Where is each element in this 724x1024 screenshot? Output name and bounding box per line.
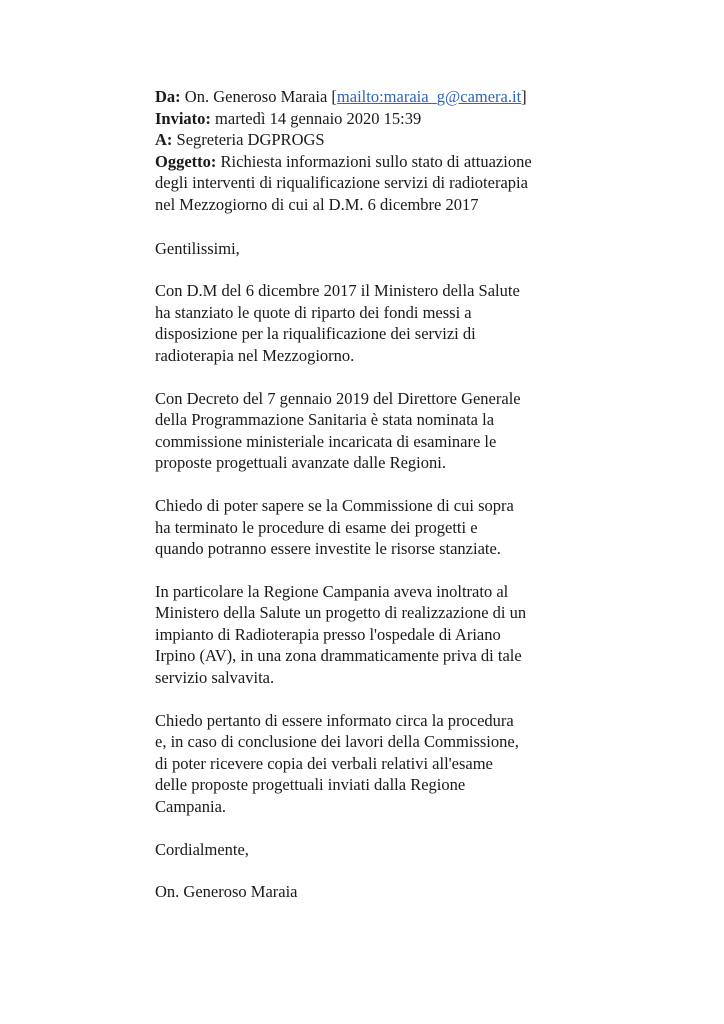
paragraph-5 xyxy=(155,710,555,818)
from-label: Da: xyxy=(155,87,181,106)
paragraph-line: della Programmazione Sanitaria è stata nominata la xyxy=(155,410,495,430)
subject-text-line-2: degli interventi di riqualificazione servizi di radioterapia xyxy=(155,173,528,193)
paragraph-line: In particolare la Regione Campania aveva inoltrato al xyxy=(155,581,509,601)
email-header xyxy=(155,86,555,216)
paragraph-line: Chiedo pertanto di essere informato circa la procedura xyxy=(155,710,514,730)
paragraph-line: Con Decreto del 7 gennaio 2019 del Direttore Generale xyxy=(155,388,521,408)
paragraph-line: servizio salvavita. xyxy=(155,668,275,688)
sent-label: Inviato: xyxy=(155,108,211,128)
email-letter xyxy=(155,86,555,903)
subject-text-line-3: nel Mezzogiorno di cui al D.M. 6 dicembre 2017 xyxy=(155,194,479,214)
paragraph-1 xyxy=(155,280,555,366)
paragraph-line: ha terminato le procedure di esame dei progetti e xyxy=(155,517,478,537)
paragraph-line: ha stanziato le quote di riparto dei fondi messi a xyxy=(155,302,472,322)
paragraph-line: Con D.M del 6 dicembre 2017 il Ministero della Salute xyxy=(155,281,520,301)
to-line xyxy=(155,129,555,151)
from-line xyxy=(155,86,555,108)
paragraph-line: disposizione per la riqualificazione dei servizi di xyxy=(155,324,476,344)
paragraph-line: di poter ricevere copia dei verbali relativi all'esame xyxy=(155,753,493,773)
subject-line xyxy=(155,151,555,173)
paragraph-line: Irpino (AV), in una zona drammaticamente priva di tale xyxy=(155,646,522,666)
closing: Cordialmente, xyxy=(155,839,249,859)
paragraph-line: radioterapia nel Mezzogiorno. xyxy=(155,345,355,365)
recipient: Segreteria DGPROGS xyxy=(176,130,325,150)
paragraph-3 xyxy=(155,495,555,560)
paragraph-line: Ministero della Salute un progetto di realizzazione di un xyxy=(155,603,527,623)
sent-date: martedì 14 gennaio 2020 15:39 xyxy=(215,108,422,128)
paragraph-2 xyxy=(155,388,555,474)
subject-text-line-1: Richiesta informazioni sullo stato di attuazione xyxy=(220,151,532,171)
sender-email-link[interactable]: mailto:maraia_g@camera.it xyxy=(336,87,522,106)
greeting: Gentilissimi, xyxy=(155,238,240,258)
subject-label: Oggetto: xyxy=(155,151,217,171)
paragraph-line: e, in caso di conclusione dei lavori della Commissione, xyxy=(155,732,519,752)
paragraph-line: quando potranno essere investite le risorse stanziate. xyxy=(155,539,501,559)
to-label: A: xyxy=(155,130,173,150)
paragraph-line: proposte progettuali avanzate dalle Regioni. xyxy=(155,453,446,473)
bracket-close: ] xyxy=(521,87,527,106)
sent-line xyxy=(155,108,555,130)
paragraph-line: delle proposte progettuali inviati dalla Regione xyxy=(155,775,466,795)
paragraph-line: Chiedo di poter sapere se la Commissione di cui sopra xyxy=(155,495,514,515)
paragraph-line: impianto di Radioterapia presso l'ospedale di Ariano xyxy=(155,624,501,644)
paragraph-line: Campania. xyxy=(155,797,227,817)
from-name: On. Generoso Maraia xyxy=(184,87,328,106)
paragraph-4 xyxy=(155,581,555,689)
bracket-open: [ xyxy=(331,87,337,106)
signature: On. Generoso Maraia xyxy=(155,882,298,902)
paragraph-line: commissione ministeriale incaricata di esaminare le xyxy=(155,431,497,451)
